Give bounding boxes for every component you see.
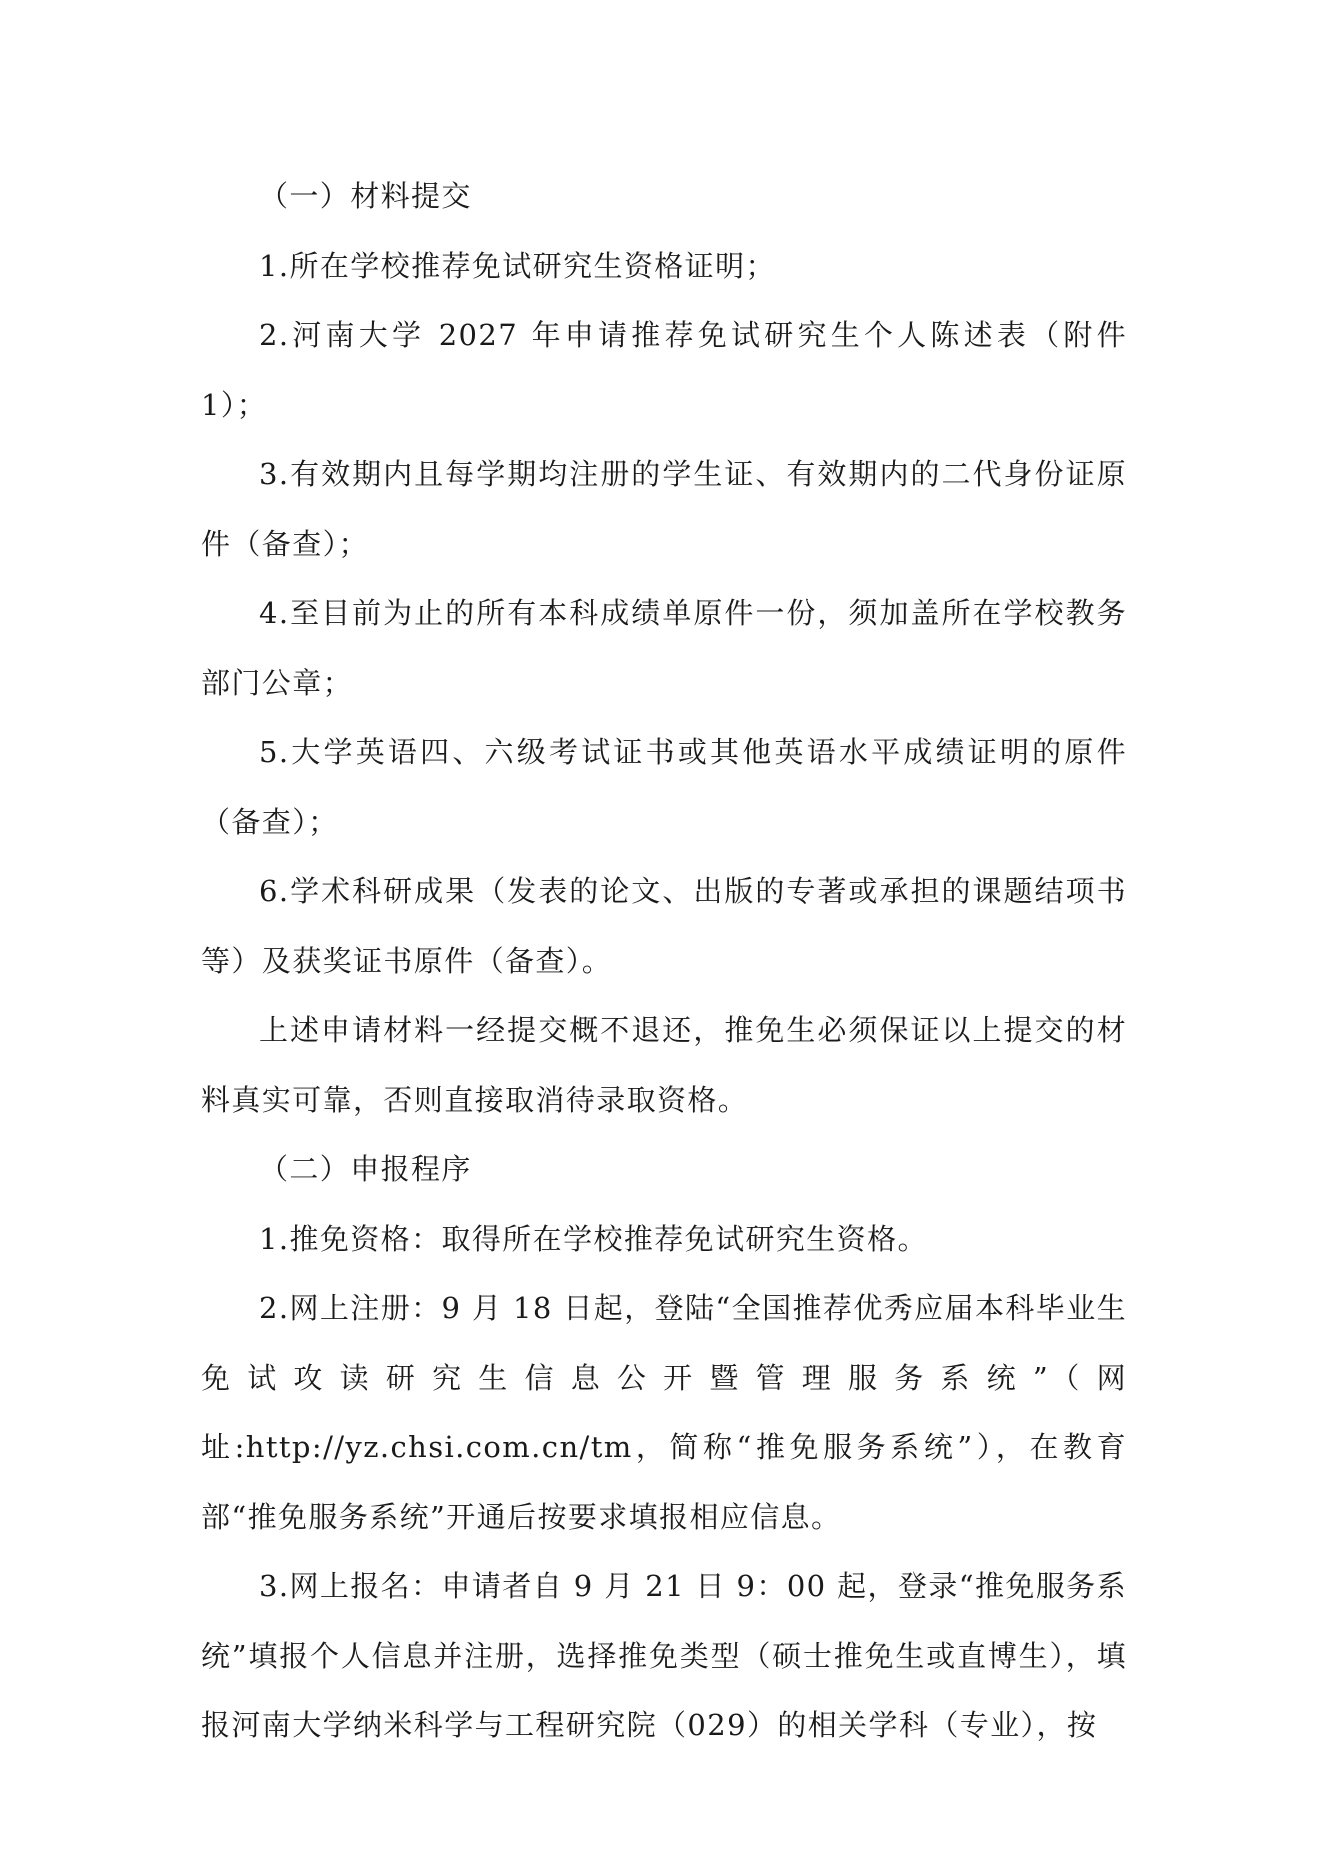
material-item-1: 1.所在学校推荐免试研究生资格证明； bbox=[259, 248, 776, 283]
material-item-5: 5.大学英语四、六级考试证书或其他英语水平成绩证明的原件（备查）； bbox=[201, 735, 1127, 839]
document-body bbox=[201, 162, 1127, 1761]
section-heading-procedure: （二）申报程序 bbox=[259, 1152, 472, 1186]
material-item-6: 6.学术科研成果（发表的论文、出版的专著或承担的课题结项书等）及获奖证书原件（备查）。 bbox=[201, 874, 1127, 978]
section-heading-materials: （一）材料提交 bbox=[259, 179, 472, 213]
procedure-item-3: 3.网上报名：申请者自 9 月 21 日 9：00 起，登录“推免服务系统”填报个人信息并注册，选择推免类型（硕士推免生或直博生），填报河南大学纳米科学与工程研究院（029）的相关学科（专业），按 bbox=[201, 1569, 1127, 1742]
material-item-4: 4.至目前为止的所有本科成绩单原件一份，须加盖所在学校教务部门公章； bbox=[201, 596, 1127, 700]
materials-note: 上述申请材料一经提交概不退还，推免生必须保证以上提交的材料真实可靠，否则直接取消待录取资格。 bbox=[201, 1013, 1127, 1117]
material-item-3: 3.有效期内且每学期均注册的学生证、有效期内的二代身份证原件（备查）； bbox=[201, 457, 1127, 561]
procedure-item-1: 1.推免资格：取得所在学校推荐免试研究生资格。 bbox=[259, 1221, 928, 1256]
procedure-item-2: 2.网上注册：9 月 18 日起，登陆“全国推荐优秀应届本科毕业生免试攻读研究生信息公开暨管理服务系统”（网址:http://yz.chsi.com.cn/tm，简称“推免服务系统”），在教育部“推免服务系统”开通后按要求填报相应信息。 bbox=[201, 1291, 1127, 1534]
material-item-2: 2.河南大学 2027 年申请推荐免试研究生个人陈述表（附件 1）； bbox=[201, 318, 1127, 422]
